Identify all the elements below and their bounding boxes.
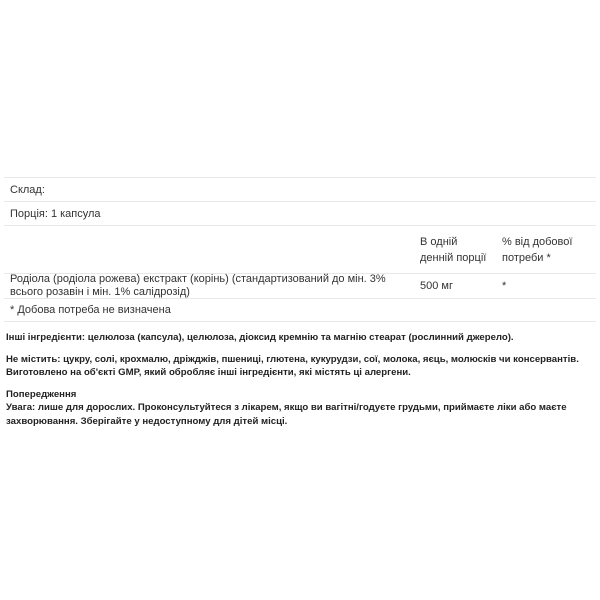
warning-title: Попередження xyxy=(6,388,77,400)
footnote: * Добова потреба не визначена xyxy=(10,304,171,316)
ingredient-line: всього розавін і мін. 1% салідрозід) xyxy=(10,286,190,298)
supplement-facts-table xyxy=(4,177,596,322)
free-from: Не містить: цукру, солі, крохмалю, дріжджів, пшениці, глютена, кукурудзи, сої, молока, яєць, молюсків чи консервантів. xyxy=(6,353,579,365)
daily-value-header xyxy=(502,234,596,266)
header-row xyxy=(4,225,596,273)
warning-text: Увага: лише для дорослих. Проконсультуйтеся з лікарем, якщо ви вагітні/годуєте грудьми, приймаєте ліки або маєте захворювання. Зберігайте у недоступному для дітей місці. xyxy=(6,402,567,427)
composition-row xyxy=(4,177,596,201)
ingredient-amount: 500 мг xyxy=(420,279,453,292)
header-line: % від добової xyxy=(502,235,573,248)
warnings xyxy=(6,388,596,429)
product-notes xyxy=(6,331,596,436)
serving-row xyxy=(4,201,596,225)
serving-size: Порція: 1 капсула xyxy=(10,207,101,220)
footnote-row xyxy=(4,298,596,322)
per-serving-header xyxy=(420,234,502,266)
ingredient-line: Родіола (родіола рожева) екстракт (корінь) (стандартизований до мін. 3% xyxy=(10,273,386,285)
gmp-note: Виготовлено на об'єкті GMP, який обробляє інші інгредієнти, які містять ці алергени. xyxy=(6,367,411,378)
ingredient-dv: * xyxy=(502,279,507,292)
other-ingredients: Інші інгредієнти: целюлоза (капсула), целюлоза, діоксид кремнію та магнію стеарат (рослинний джерело). xyxy=(6,332,514,343)
header-line: потреби * xyxy=(502,251,551,264)
ingredient-name xyxy=(4,273,420,299)
header-line: денній порції xyxy=(420,251,487,264)
header-line: В одній xyxy=(420,235,458,248)
composition-label: Склад: xyxy=(10,183,45,196)
allergen-info xyxy=(6,353,596,380)
table-row xyxy=(4,273,596,298)
